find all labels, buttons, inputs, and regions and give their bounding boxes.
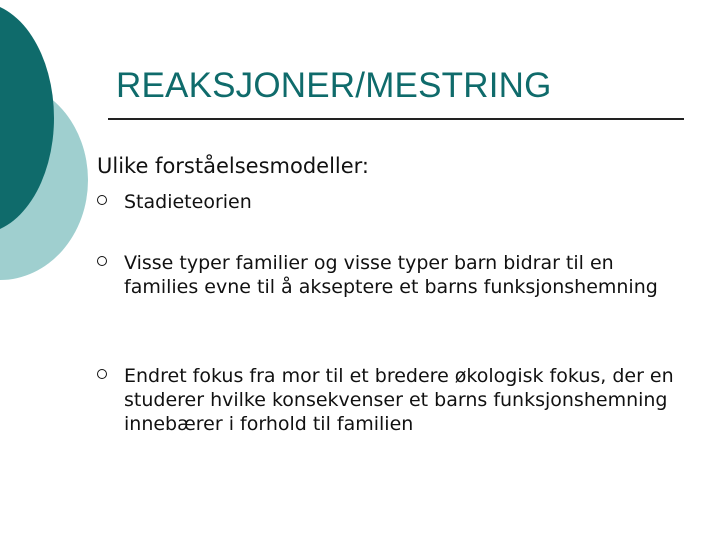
bullet-text: Endret fokus fra mor til et bredere økologisk fokus, der en studerer hvilke konsekvenser et barns funksjonshemning innebærer i forhold til familien	[124, 365, 674, 435]
hollow-circle-bullet-icon	[97, 256, 107, 266]
bullet-text: Visse typer familier og visse typer barn bidrar til en families evne til å akseptere et barns funksjonshemning	[124, 252, 658, 298]
decorative-circles	[0, 0, 110, 300]
bullet-text: Stadieteorien	[124, 191, 252, 213]
hollow-circle-bullet-icon	[97, 195, 107, 205]
title-divider	[108, 118, 684, 120]
slide-title: REAKSJONER/MESTRING	[116, 66, 552, 105]
hollow-circle-bullet-icon	[97, 369, 107, 379]
subheading: Ulike forståelsesmodeller:	[97, 154, 370, 178]
